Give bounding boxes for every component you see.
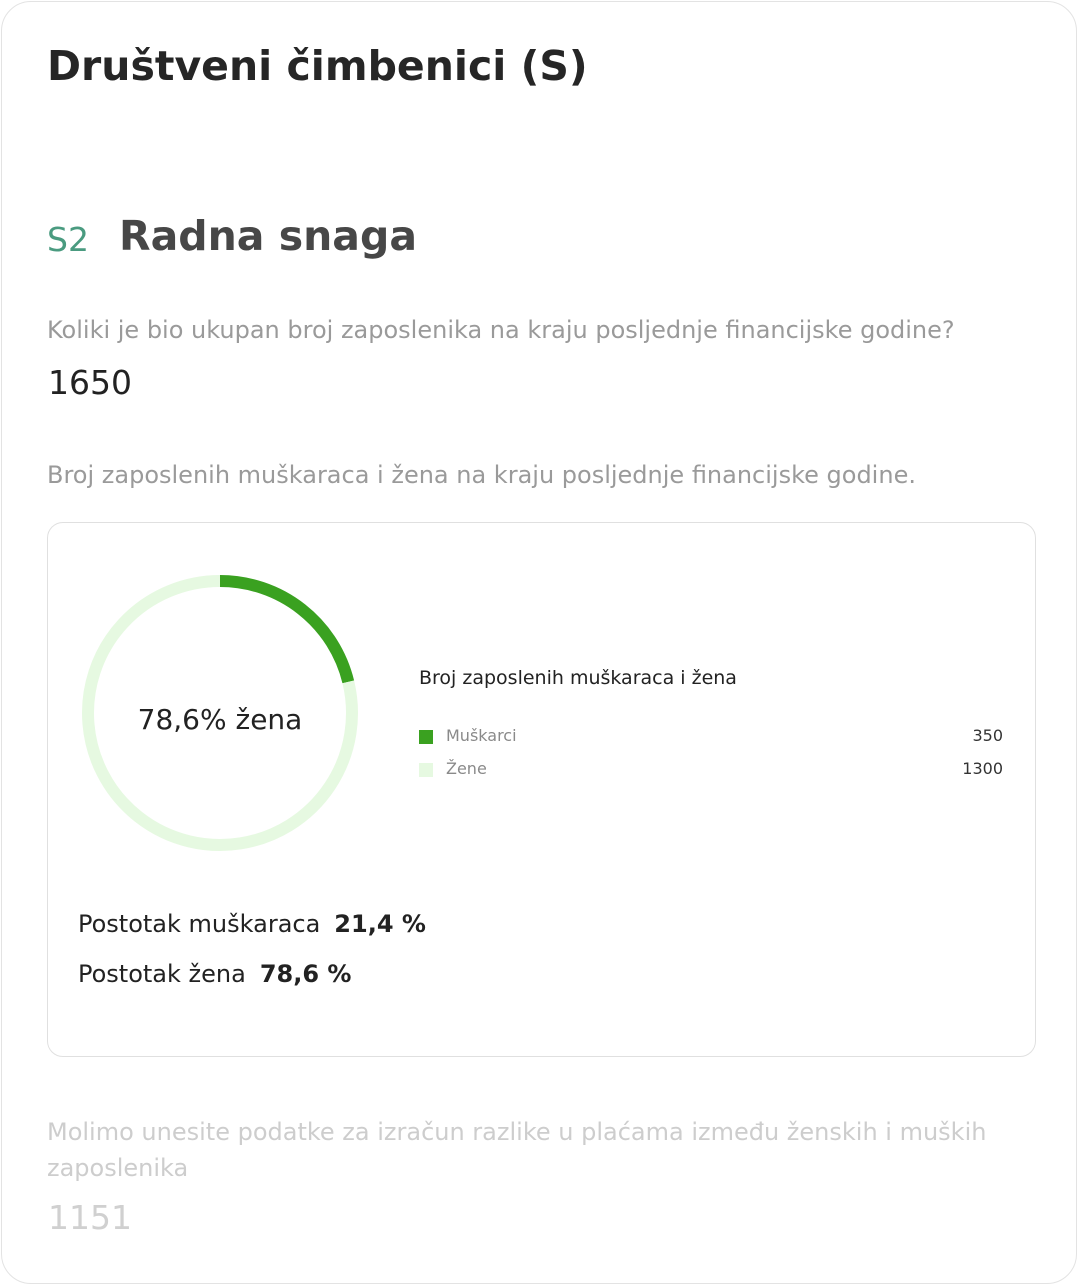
- donut-center-label: 78,6% žena: [137, 703, 303, 736]
- men-percentage-row: [78, 910, 426, 938]
- gender-split-question: Broj zaposlenih muškaraca i žena na kraju posljednje financijske godine.: [47, 461, 916, 489]
- total-employees-question: Koliki je bio ukupan broj zaposlenika na kraju posljednje financijske godine?: [47, 316, 955, 344]
- men-percentage-value: 21,4 %: [334, 910, 426, 938]
- legend-title: Broj zaposlenih muškaraca i žena: [419, 667, 737, 689]
- section-title: Radna snaga: [119, 212, 417, 260]
- legend-swatch-men: [419, 730, 433, 744]
- section-code: S2: [47, 220, 89, 259]
- men-percentage-label: Postotak muškaraca: [78, 910, 321, 938]
- women-percentage-value: 78,6 %: [259, 960, 352, 988]
- legend-value-women: 1300: [962, 759, 1003, 778]
- legend-value-men: 350: [972, 726, 1003, 745]
- pay-gap-question: Molimo unesite podatke za izračun razlike u plaćama između ženskih i muških zaposlenika: [47, 1118, 987, 1182]
- workforce-card: [1, 1, 1077, 1284]
- legend-item-men: [419, 726, 1003, 748]
- gender-chart-panel: [47, 522, 1036, 1057]
- pay-gap-value: 1151: [48, 1198, 132, 1237]
- legend-item-women: [419, 759, 1003, 781]
- women-percentage-row: [78, 960, 351, 988]
- women-percentage-label: Postotak žena: [78, 960, 246, 988]
- legend-label-women: Žene: [446, 759, 487, 778]
- donut-slice-men: [220, 581, 348, 682]
- legend-swatch-women: [419, 763, 433, 777]
- total-employees-value: 1650: [48, 363, 132, 402]
- legend-label-men: Muškarci: [446, 726, 517, 745]
- page-title: Društveni čimbenici (S): [47, 42, 588, 90]
